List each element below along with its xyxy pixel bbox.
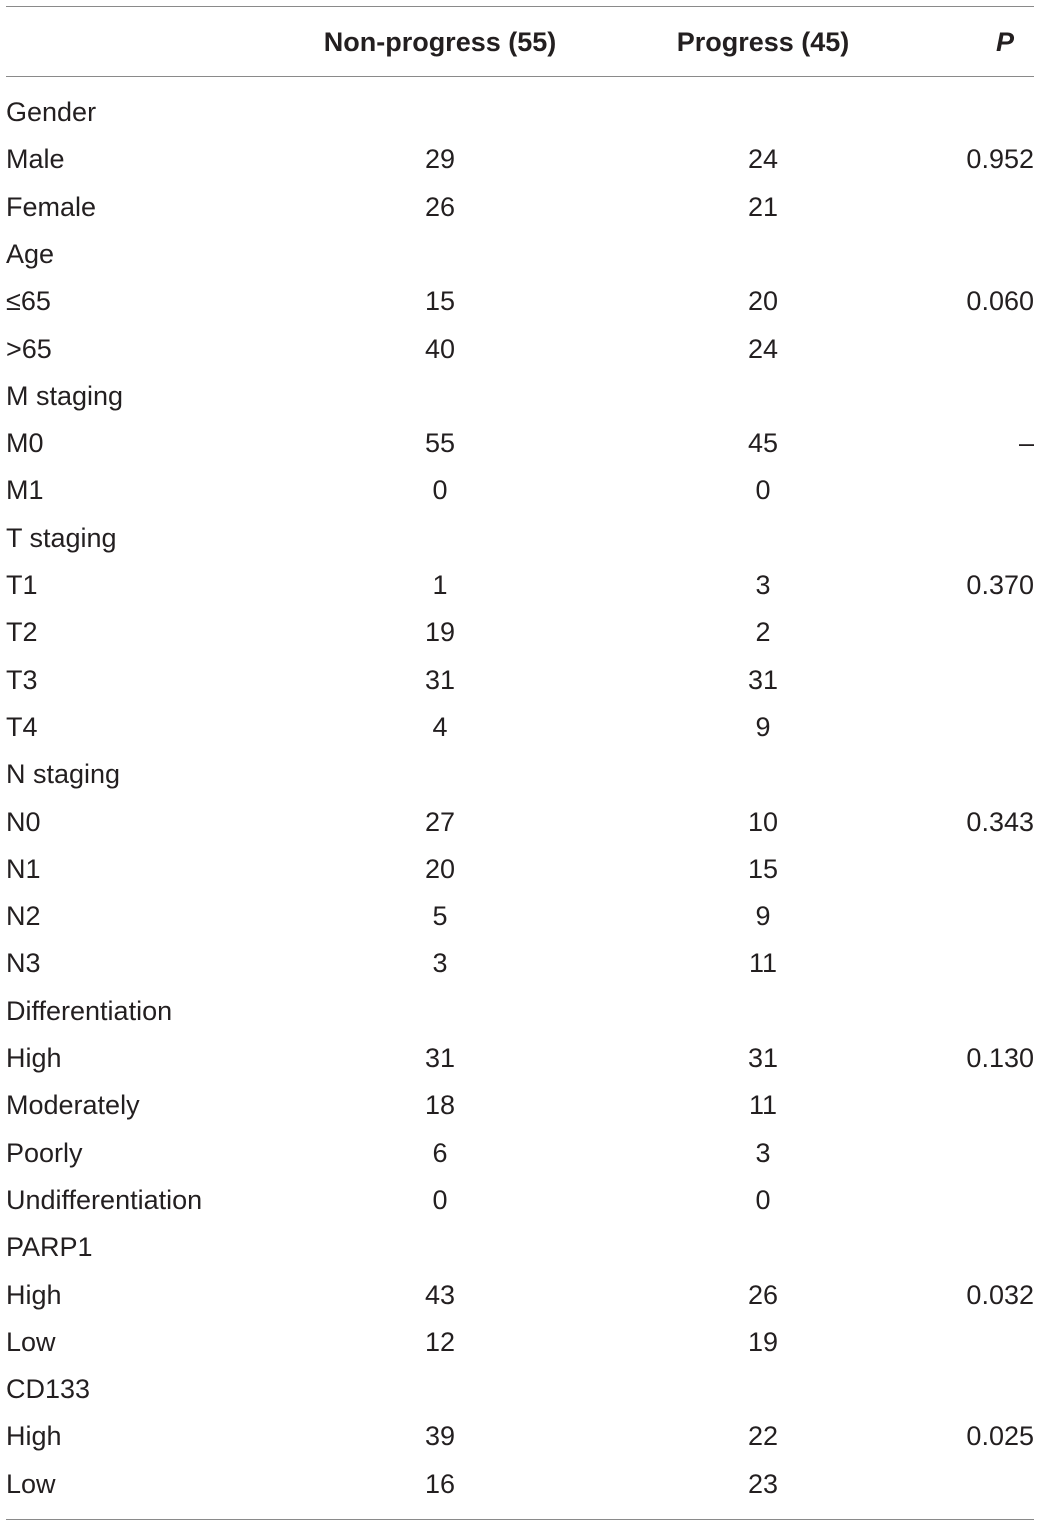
non-progress-value: 40 — [424, 334, 456, 364]
progress-value: 24 — [747, 334, 779, 364]
non-progress-value: 26 — [424, 192, 456, 222]
row-label: Moderately — [6, 1090, 140, 1120]
non-progress-value: 3 — [432, 948, 448, 978]
header-progress: Progress (45) — [676, 27, 850, 57]
non-progress-value: 27 — [424, 807, 456, 837]
row-label: CD133 — [6, 1374, 91, 1404]
p-value: 0.130 — [966, 1043, 1034, 1073]
table-bottom-rule — [6, 1519, 1034, 1520]
table-top-rule — [6, 6, 1034, 7]
non-progress-value: 55 — [424, 428, 456, 458]
non-progress-value: 31 — [424, 665, 456, 695]
row-label: High — [6, 1421, 62, 1451]
progress-value: 45 — [747, 428, 779, 458]
non-progress-value: 39 — [424, 1421, 456, 1451]
non-progress-value: 18 — [424, 1090, 456, 1120]
non-progress-value: 0 — [432, 475, 448, 505]
progress-value: 10 — [747, 807, 779, 837]
row-label: M staging — [6, 381, 124, 411]
row-label: >65 — [6, 334, 52, 364]
progress-value: 15 — [747, 854, 779, 884]
progress-value: 3 — [755, 1138, 771, 1168]
p-value: – — [1018, 428, 1034, 458]
non-progress-value: 15 — [424, 286, 456, 316]
row-label: Undifferentiation — [6, 1185, 203, 1215]
non-progress-value: 1 — [432, 570, 448, 600]
non-progress-value: 20 — [424, 854, 456, 884]
row-label: N2 — [6, 901, 41, 931]
row-label: Female — [6, 192, 97, 222]
progress-value: 26 — [747, 1280, 779, 1310]
progress-value: 19 — [747, 1327, 779, 1357]
row-label: M1 — [6, 475, 44, 505]
row-label: Differentiation — [6, 996, 173, 1026]
progress-value: 11 — [748, 1090, 778, 1120]
progress-value: 11 — [748, 948, 778, 978]
row-label: T2 — [6, 617, 38, 647]
row-label: M0 — [6, 428, 44, 458]
p-value: 0.025 — [966, 1421, 1034, 1451]
p-value: 0.032 — [966, 1280, 1034, 1310]
non-progress-value: 19 — [424, 617, 456, 647]
progress-value: 9 — [755, 712, 771, 742]
non-progress-value: 0 — [432, 1185, 448, 1215]
row-label: Poorly — [6, 1138, 83, 1168]
row-label: T1 — [6, 570, 38, 600]
progress-value: 24 — [747, 144, 779, 174]
progress-value: 31 — [747, 665, 779, 695]
row-label: Gender — [6, 97, 97, 127]
p-value: 0.060 — [966, 286, 1034, 316]
row-label: T3 — [6, 665, 38, 695]
row-label: N0 — [6, 807, 41, 837]
row-label: T4 — [6, 712, 38, 742]
progress-value: 0 — [755, 475, 771, 505]
p-value: 0.343 — [966, 807, 1034, 837]
row-label: Low — [6, 1327, 56, 1357]
progress-value: 9 — [755, 901, 771, 931]
progress-value: 22 — [747, 1421, 779, 1451]
row-label: Low — [6, 1469, 56, 1499]
progress-value: 31 — [747, 1043, 779, 1073]
table-header-rule — [6, 76, 1034, 77]
p-value: 0.370 — [966, 570, 1034, 600]
row-label: High — [6, 1280, 62, 1310]
row-label: ≤65 — [6, 286, 51, 316]
non-progress-value: 31 — [424, 1043, 456, 1073]
non-progress-value: 4 — [432, 712, 448, 742]
row-label: T staging — [6, 523, 117, 553]
progress-value: 21 — [747, 192, 779, 222]
progress-value: 0 — [755, 1185, 771, 1215]
row-label: PARP1 — [6, 1232, 93, 1262]
non-progress-value: 16 — [424, 1469, 456, 1499]
row-label: High — [6, 1043, 62, 1073]
row-label: N staging — [6, 759, 121, 789]
non-progress-value: 5 — [432, 901, 448, 931]
row-label: N1 — [6, 854, 41, 884]
row-label: N3 — [6, 948, 41, 978]
p-value: 0.952 — [966, 144, 1034, 174]
row-label: Male — [6, 144, 65, 174]
progress-value: 3 — [755, 570, 771, 600]
header-non-progress: Non-progress (55) — [323, 27, 557, 57]
progress-value: 23 — [747, 1469, 779, 1499]
non-progress-value: 12 — [424, 1327, 456, 1357]
non-progress-value: 6 — [432, 1138, 448, 1168]
non-progress-value: 43 — [424, 1280, 456, 1310]
progress-value: 20 — [747, 286, 779, 316]
header-p-value: P — [995, 27, 1014, 57]
row-label: Age — [6, 239, 55, 269]
non-progress-value: 29 — [424, 144, 456, 174]
progress-value: 2 — [755, 617, 771, 647]
